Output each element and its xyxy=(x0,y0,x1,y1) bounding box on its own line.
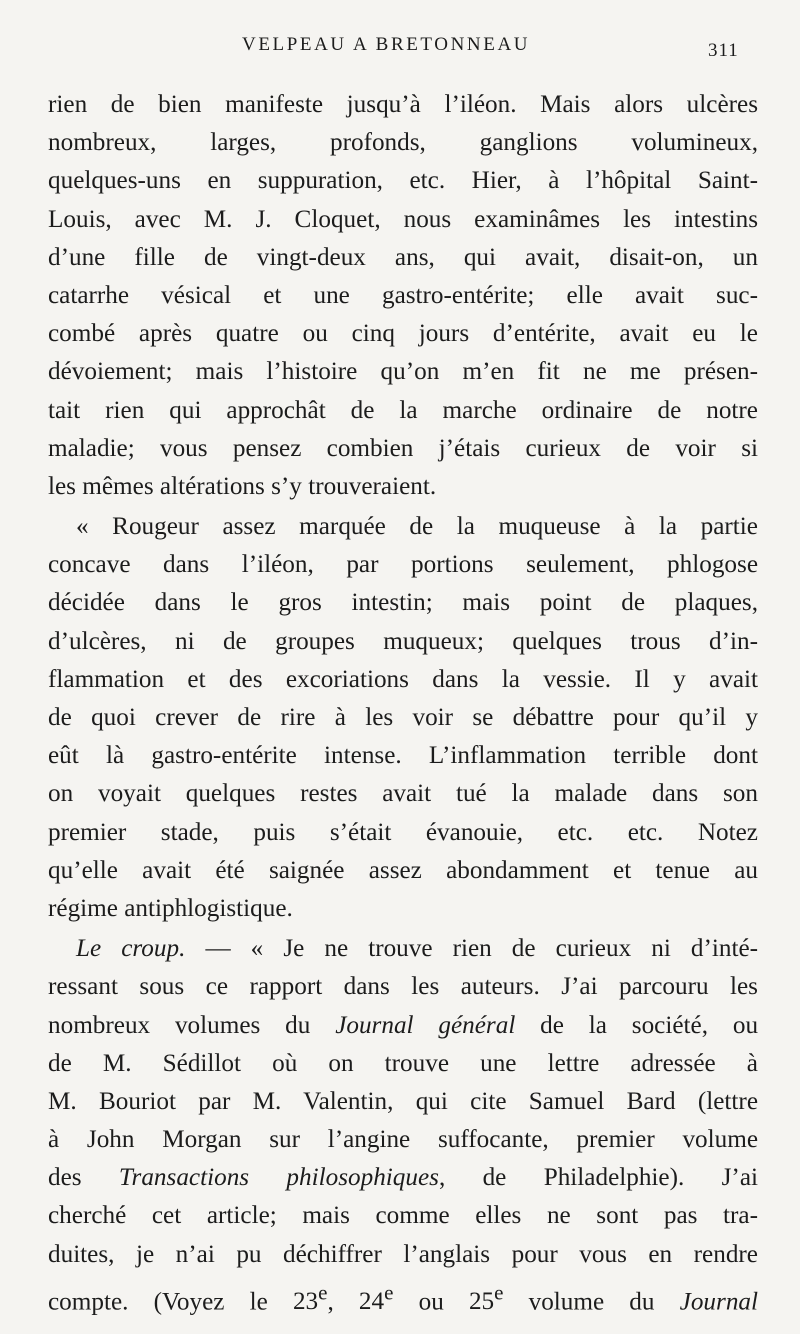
text-segment: des xyxy=(48,1164,82,1192)
text-line: de quoi crever de rire à les voir se débattre pour qu’il y xyxy=(48,704,758,731)
running-title: VELPEAU A BRETONNEAU xyxy=(242,34,531,55)
text-line: nombreux, larges, profonds, ganglions volumineux, xyxy=(48,129,758,157)
text-line: qu’elle avait été saignée assez abondamment et tenue au xyxy=(48,856,758,884)
text-line: dévoiement; mais l’histoire qu’on m’en fit ne me présen- xyxy=(48,358,758,386)
text-line: rien de bien manifeste jusqu’à l’iléon. Mais alors ulcères xyxy=(48,91,758,118)
italic-journal-general: Journal général xyxy=(335,1011,516,1039)
section-heading-le-croup: Le croup. xyxy=(76,935,186,963)
text-line: « Rougeur assez marquée de la muqueuse à la partie xyxy=(76,513,758,541)
text-line: d’ulcères, ni de groupes muqueux; quelques trous d’in- xyxy=(48,627,758,655)
text-line: duites, je n’ai pu déchiffrer l’anglais pour vous en rendre xyxy=(48,1240,758,1268)
text-line: eût là gastro-entérite intense. L’inflammation terrible dont xyxy=(48,742,758,770)
volume-ref-24: 24e xyxy=(358,1280,394,1316)
text-line: quelques-uns en suppuration, etc. Hier, à l’hôpital Saint- xyxy=(48,167,758,195)
italic-journal: Journal xyxy=(679,1288,759,1316)
body-text xyxy=(48,86,759,1316)
italic-transactions: Transactions philosophiques xyxy=(118,1164,439,1192)
text-segment: , de Philadelphie). J’ai xyxy=(438,1164,758,1192)
text-line: d’une fille de vingt-deux ans, qui avait, disait-on, un xyxy=(48,243,758,271)
text-segment: compte. (Voyez le xyxy=(48,1288,268,1316)
text-segment: volume du xyxy=(528,1288,655,1316)
text-line: combé après quatre ou cinq jours d’entérite, avait eu le xyxy=(48,320,758,348)
text-line: de M. Sédillot où on trouve une lettre adressée à xyxy=(48,1049,758,1077)
text-line: régime antiphlogistique. xyxy=(48,894,293,922)
text-line: décidée dans le gros intestin; mais point de plaques, xyxy=(48,589,758,617)
text-line: à John Morgan sur l’angine suffocante, premier volume xyxy=(48,1126,758,1154)
text-line: cherché cet article; mais comme elles ne sont pas tra- xyxy=(48,1202,758,1230)
text-line: tait rien qui approchât de la marche ordinaire de notre xyxy=(48,396,758,424)
running-head xyxy=(0,34,800,64)
text-line: ressant sous ce rapport dans les auteurs. J’ai parcouru les xyxy=(48,973,758,1001)
text-line xyxy=(48,930,758,968)
text-line: M. Bouriot par M. Valentin, qui cite Samuel Bard (lettre xyxy=(48,1087,758,1115)
text-segment: — « Je ne trouve rien de curieux ni d’inté- xyxy=(205,935,759,963)
volume-ref-23: 23e xyxy=(292,1280,328,1316)
text-line xyxy=(48,1159,758,1197)
text-line xyxy=(48,1007,758,1045)
text-line: premier stade, puis s’était évanouie, etc. etc. Notez xyxy=(48,818,758,846)
text-line: les mêmes altérations s’y trouveraient. xyxy=(48,472,437,500)
text-segment: ou xyxy=(418,1288,444,1316)
text-line: concave dans l’iléon, par portions seulement, phlogose xyxy=(48,551,758,579)
text-segment: de la société, ou xyxy=(540,1011,759,1039)
page-number: 311 xyxy=(708,40,739,61)
text-line: on voyait quelques restes avait tué la malade dans son xyxy=(48,780,758,808)
text-line: compte. (Voyez le 23e, 24e ou 25e volume du Journal xyxy=(48,1280,759,1316)
text-segment: nombreux volumes du xyxy=(48,1011,311,1039)
text-line: maladie; vous pensez combien j’étais curieux de voir si xyxy=(48,434,758,462)
text-line: catarrhe vésical et une gastro-entérite; elle avait suc- xyxy=(48,281,758,309)
text-line: flammation et des excoriations dans la vessie. Il y avait xyxy=(48,665,758,693)
text-line: Louis, avec M. J. Cloquet, nous examinâmes les intestins xyxy=(48,205,758,233)
volume-ref-25: 25e xyxy=(468,1280,504,1316)
